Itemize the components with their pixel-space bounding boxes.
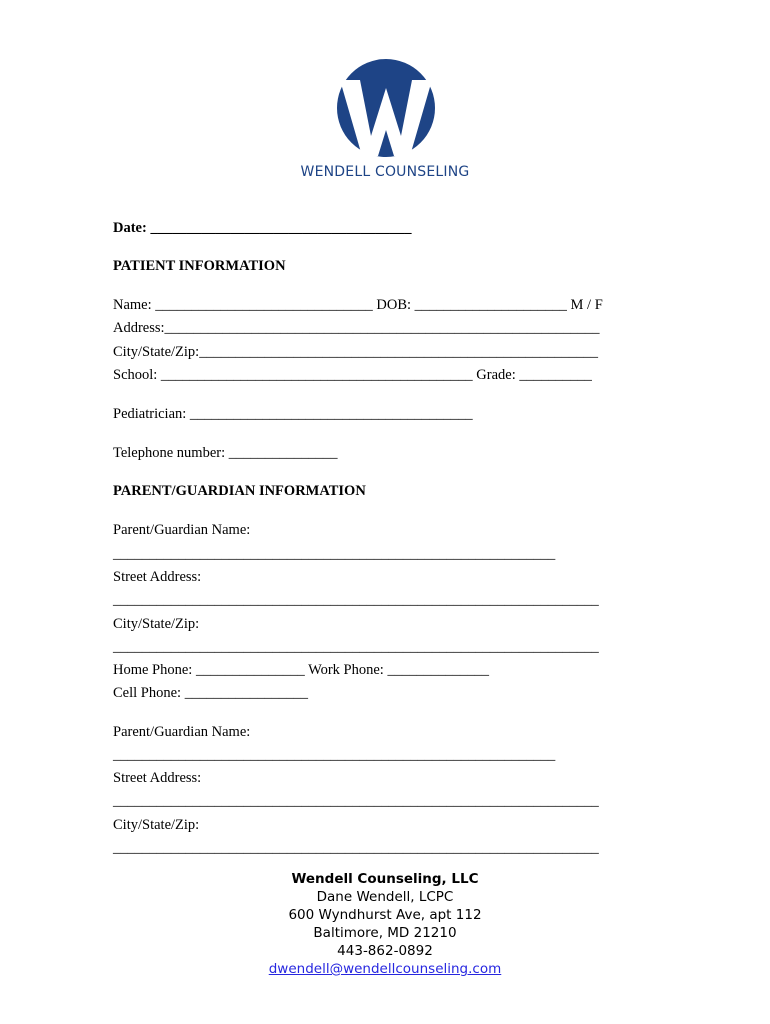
email-link[interactable]: dwendell@wendellcounseling.com <box>268 961 502 977</box>
guardian2-city-field[interactable]: ___________________________________________________________________ <box>113 840 599 856</box>
brand-name: WENDELL COUNSELING <box>300 164 470 180</box>
guardian1-city-label: City/State/Zip: <box>113 616 200 632</box>
guardian2-street-field[interactable]: ___________________________________________________________________ <box>113 793 599 809</box>
guardian2-name-label: Parent/Guardian Name: <box>113 724 251 740</box>
guardian2-name-field[interactable]: _____________________________________________________________ <box>113 747 556 763</box>
pediatrician-field[interactable]: Pediatrician: _______________________________________ <box>113 406 473 422</box>
patient-info-heading: PATIENT INFORMATION <box>113 258 286 274</box>
footer-contact <box>185 870 585 978</box>
wendell-logo-icon <box>336 58 436 158</box>
guardian2-city-label: City/State/Zip: <box>113 817 200 833</box>
street-address: 600 Wyndhurst Ave, apt 112 <box>288 907 482 923</box>
company-name: Wendell Counseling, LLC <box>291 871 479 887</box>
name-dob-field[interactable]: Name: ______________________________ DOB: _____________________ M / F <box>113 297 603 313</box>
guardian1-street-label: Street Address: <box>113 569 202 585</box>
guardian2-street-label: Street Address: <box>113 770 202 786</box>
telephone-field[interactable]: Telephone number: _______________ <box>113 445 338 461</box>
guardian1-city-field[interactable]: ___________________________________________________________________ <box>113 639 599 655</box>
city-state-zip-field[interactable]: City/State/Zip:_______________________________________________________ <box>113 344 598 360</box>
school-grade-field[interactable]: School: ___________________________________________ Grade: __________ <box>113 367 592 383</box>
guardian1-street-field[interactable]: ___________________________________________________________________ <box>113 592 599 608</box>
address-field[interactable]: Address:____________________________________________________________ <box>113 320 600 336</box>
contact-person: Dane Wendell, LCPC <box>316 889 454 905</box>
date-field[interactable]: Date: ____________________________________ <box>113 220 412 236</box>
phone-number: 443-862-0892 <box>337 943 433 959</box>
guardian1-name-label: Parent/Guardian Name: <box>113 522 251 538</box>
phones-field[interactable]: Home Phone: _______________ Work Phone: ______________ <box>113 662 489 678</box>
guardian1-name-field[interactable]: _____________________________________________________________ <box>113 546 556 562</box>
parent-info-heading: PARENT/GUARDIAN INFORMATION <box>113 483 366 499</box>
city-address: Baltimore, MD 21210 <box>313 925 457 941</box>
cell-phone-field[interactable]: Cell Phone: _________________ <box>113 685 308 701</box>
